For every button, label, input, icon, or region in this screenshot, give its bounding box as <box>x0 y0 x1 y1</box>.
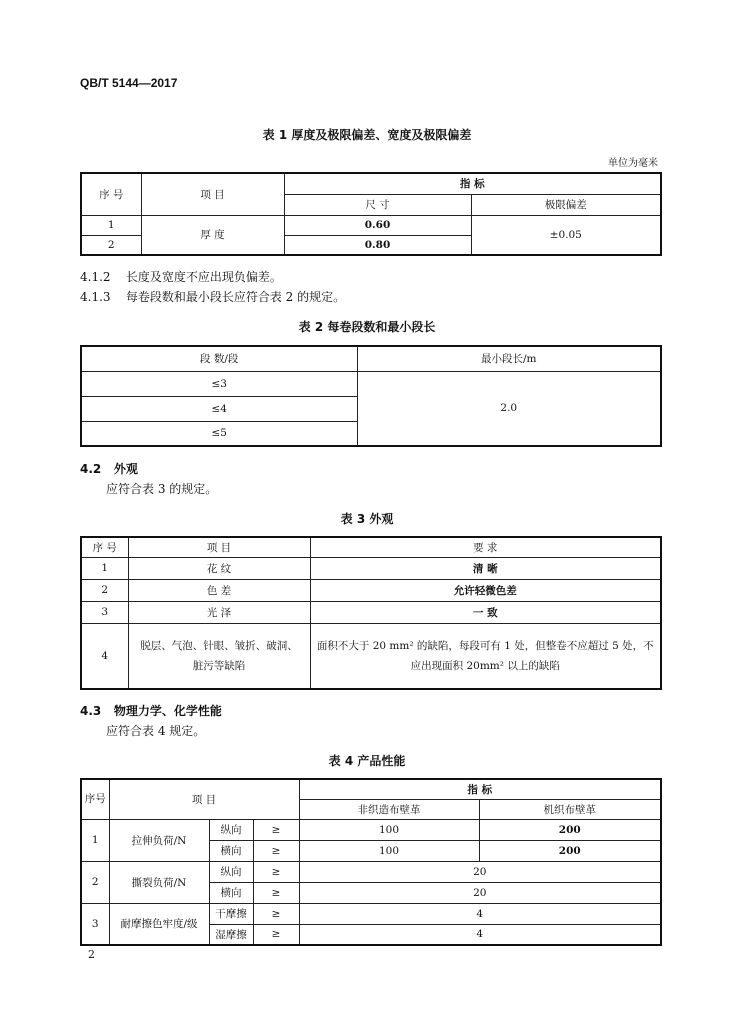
table1-header-item: 项 目 <box>141 173 284 215</box>
table4-header-item: 项 目 <box>109 779 299 819</box>
table4-group-seq: 3 <box>81 903 109 945</box>
table4-operator: ≥ <box>253 924 299 945</box>
table1-row-seq: 1 <box>81 215 141 235</box>
table4-group-item: 耐摩擦色牢度/级 <box>109 903 209 945</box>
table3-row-item: 脱层、气泡、针眼、皱折、破洞、脏污等缺陷 <box>128 623 310 689</box>
section-title: 物理力学、化学性能 <box>113 704 222 718</box>
document-code: QB/T 5144—2017 <box>80 76 178 90</box>
table3-row-seq: 1 <box>81 557 128 579</box>
table2-row-segments: ≤5 <box>81 421 357 446</box>
table3-row-item: 色 差 <box>128 579 310 601</box>
table3-row-seq: 4 <box>81 623 128 689</box>
section-number: 4.3 <box>80 704 102 718</box>
section-4-3-text: 应符合表 4 规定。 <box>106 724 206 738</box>
table4-operator: ≥ <box>253 840 299 861</box>
clause-number: 4.1.2 <box>80 270 111 284</box>
table1-caption: 表 1 厚度及极限偏差、宽度及极限偏差 <box>262 128 472 142</box>
section-4-2-text: 应符合表 3 的规定。 <box>106 482 218 496</box>
section-4-3-heading <box>80 702 222 719</box>
table4-header-nonwoven: 非织造布壁革 <box>299 799 479 819</box>
table4-value-woven: 200 <box>479 840 661 861</box>
table3-caption: 表 3 外观 <box>340 512 394 526</box>
table2-row-segments: ≤3 <box>81 371 357 396</box>
table4-direction: 横向 <box>209 840 253 861</box>
table4-operator: ≥ <box>253 819 299 840</box>
page-number: 2 <box>88 948 95 961</box>
table4-direction: 横向 <box>209 882 253 903</box>
table4-direction: 湿摩擦 <box>209 924 253 945</box>
table4-header-seq: 序号 <box>81 779 109 819</box>
table4-value: 4 <box>299 924 661 945</box>
table4-header-index: 指 标 <box>299 779 661 799</box>
section-title: 外观 <box>113 462 138 476</box>
table1-header-index: 指 标 <box>284 173 661 194</box>
clause-4-1-3 <box>80 288 345 305</box>
table3-row-requirement: 面积不大于 20 mm² 的缺陷，每段可有 1 处，但整卷不应超过 5 处，不应出现面积 20mm² 以上的缺陷 <box>310 623 661 689</box>
section-4-2-heading <box>80 460 138 477</box>
table1 <box>80 172 662 256</box>
table2-header-segments: 段 数/段 <box>81 346 357 371</box>
table1-unit: 单位为毫米 <box>608 158 658 169</box>
table4-operator: ≥ <box>253 903 299 924</box>
table3-header-seq: 序 号 <box>81 537 128 557</box>
table3-row-requirement: 允许轻微色差 <box>310 579 661 601</box>
table3-row-seq: 3 <box>81 601 128 623</box>
table1-header-size: 尺 寸 <box>284 194 471 215</box>
table4-group-seq: 1 <box>81 819 109 861</box>
table2-header-min-length: 最小段长/m <box>357 346 661 371</box>
table3-header-requirement: 要 求 <box>310 537 661 557</box>
table4-value-nonwoven: 100 <box>299 819 479 840</box>
table3-row-requirement: 一 致 <box>310 601 661 623</box>
table3 <box>80 536 662 690</box>
table1-row-size: 0.60 <box>284 215 471 235</box>
table4-group-item: 撕裂负荷/N <box>109 861 209 903</box>
clause-text: 每卷段数和最小段长应符合表 2 的规定。 <box>125 290 346 304</box>
table1-row-size: 0.80 <box>284 235 471 255</box>
table1-tolerance: ±0.05 <box>471 215 661 255</box>
table2 <box>80 345 662 447</box>
table4-direction: 纵向 <box>209 861 253 882</box>
clause-4-1-2 <box>80 268 282 285</box>
table4-direction: 纵向 <box>209 819 253 840</box>
table4-value-woven: 200 <box>479 819 661 840</box>
table4-group-item: 拉伸负荷/N <box>109 819 209 861</box>
table1-item-thickness: 厚 度 <box>141 215 284 255</box>
table4-header-woven: 机织布壁革 <box>479 799 661 819</box>
table4-group-seq: 2 <box>81 861 109 903</box>
table1-row-seq: 2 <box>81 235 141 255</box>
clause-number: 4.1.3 <box>80 290 111 304</box>
table4-value: 20 <box>299 882 661 903</box>
table3-row-seq: 2 <box>81 579 128 601</box>
table4-operator: ≥ <box>253 861 299 882</box>
table4 <box>80 778 662 946</box>
table1-header-tolerance: 极限偏差 <box>471 194 661 215</box>
table4-operator: ≥ <box>253 882 299 903</box>
table4-value: 4 <box>299 903 661 924</box>
table3-row-item: 花 纹 <box>128 557 310 579</box>
table4-direction: 干摩擦 <box>209 903 253 924</box>
table2-min-length: 2.0 <box>357 371 661 446</box>
table4-caption: 表 4 产品性能 <box>328 754 406 768</box>
section-number: 4.2 <box>80 462 102 476</box>
table4-value-nonwoven: 100 <box>299 840 479 861</box>
clause-text: 长度及宽度不应出现负偏差。 <box>125 270 282 284</box>
table1-header-seq: 序 号 <box>81 173 141 215</box>
table3-header-item: 项 目 <box>128 537 310 557</box>
table3-row-item: 光 泽 <box>128 601 310 623</box>
table4-value: 20 <box>299 861 661 882</box>
table2-row-segments: ≤4 <box>81 396 357 421</box>
table3-row-requirement: 清 晰 <box>310 557 661 579</box>
table2-caption: 表 2 每卷段数和最小段长 <box>298 320 436 334</box>
